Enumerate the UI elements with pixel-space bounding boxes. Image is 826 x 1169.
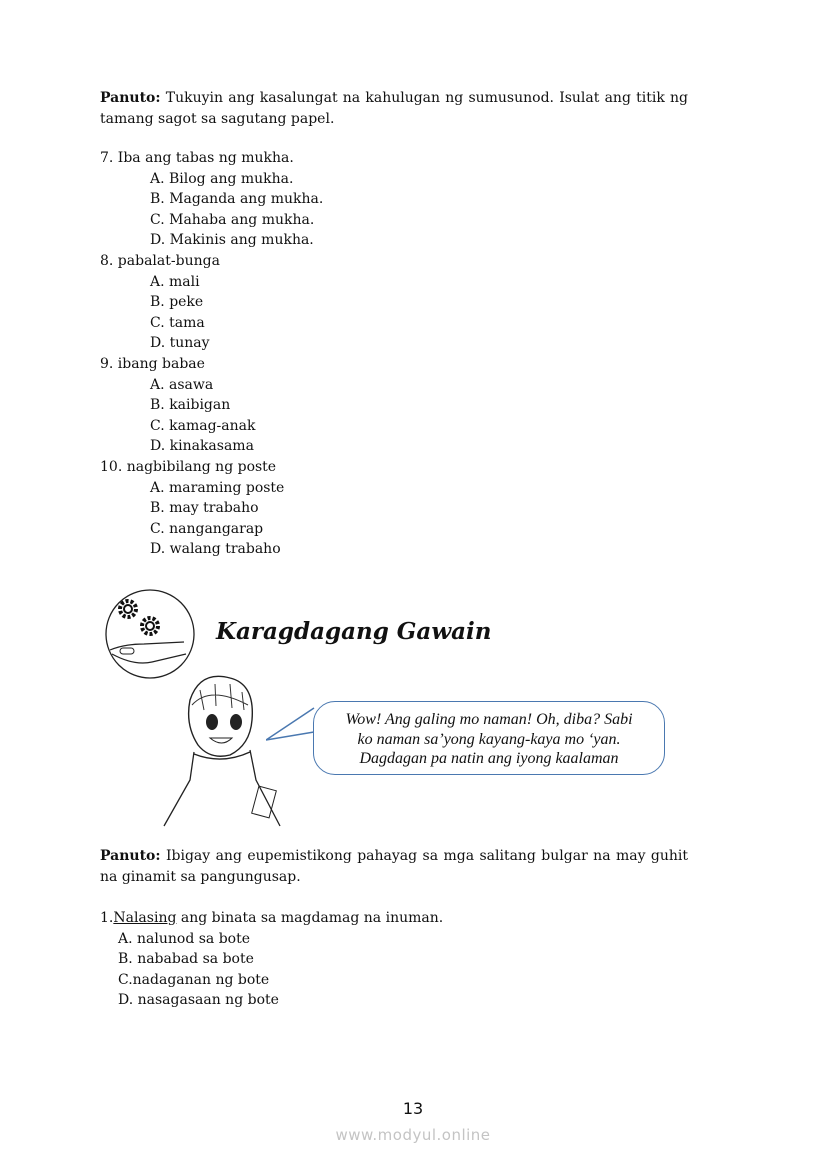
panuto-text: Tukuyin ang kasalungat na kahulugan ng sumusunod. Isulat ang titik ng tamang sagot sa sagutang papel. [100, 90, 688, 127]
instructions-2 [100, 846, 688, 888]
bubble-line: ko naman sa’yong kayang-kaya mo ‘yan. [357, 730, 621, 748]
option: A. nalunod sa bote [118, 930, 251, 947]
question-text: 9. ibang babae [100, 355, 205, 372]
option: B. kaibigan [150, 397, 231, 414]
underlined-word: Nalasing [113, 910, 177, 926]
watermark: www.modyul.online [335, 1126, 491, 1144]
q-number: 1. [100, 910, 114, 926]
option: B. may trabaho [150, 500, 259, 517]
bubble-tail [266, 704, 316, 744]
option: D. nasagasaan ng bote [118, 992, 279, 1009]
question-list [100, 148, 323, 560]
option: C.nadaganan ng bote [118, 971, 270, 988]
bubble-line: Wow! Ang galing mo naman! Oh, diba? Sabi [345, 711, 633, 728]
q-text: ang binata sa magdamag na inuman. [176, 910, 444, 926]
option: C. nangangarap [150, 520, 264, 537]
question-text: 7. Iba ang tabas ng mukha. [100, 150, 294, 166]
option: C. tama [150, 314, 205, 331]
option: A. maraming poste [150, 479, 285, 496]
bubble-line: Dagdagan pa natin ang iyong kaalaman [359, 750, 619, 767]
panuto-label: Panuto: [100, 848, 161, 864]
question-text: 8. pabalat-bunga [100, 252, 220, 269]
option: D. walang trabaho [150, 541, 281, 558]
option: D. kinakasama [150, 438, 254, 455]
panuto-text: Ibigay ang eupemistikong pahayag sa mga salitang bulgar na may guhit na ginamit sa pangungusap. [100, 848, 688, 885]
panuto-label: Panuto: [100, 90, 161, 106]
section-title: Karagdagang Gawain [216, 618, 492, 645]
option: A. asawa [150, 376, 214, 393]
option: C. kamag-anak [150, 417, 256, 434]
option: C. Mahaba ang mukha. [150, 211, 315, 228]
option: D. Makinis ang mukha. [150, 232, 314, 249]
speech-bubble [313, 701, 665, 775]
option: A. Bilog ang mukha. [150, 170, 294, 187]
option: B. nababad sa bote [118, 951, 254, 968]
option: B. Maganda ang mukha. [150, 191, 324, 208]
gears-hand-icon [104, 588, 196, 680]
question-text: 10. nagbibilang ng poste [100, 458, 277, 475]
question-1 [100, 908, 443, 1011]
option: A. mali [150, 273, 200, 290]
instructions-1 [100, 88, 688, 130]
option: B. peke [150, 294, 204, 311]
option: D. tunay [150, 335, 210, 352]
page-number: 13 [402, 1099, 424, 1118]
student-illustration [160, 670, 290, 828]
